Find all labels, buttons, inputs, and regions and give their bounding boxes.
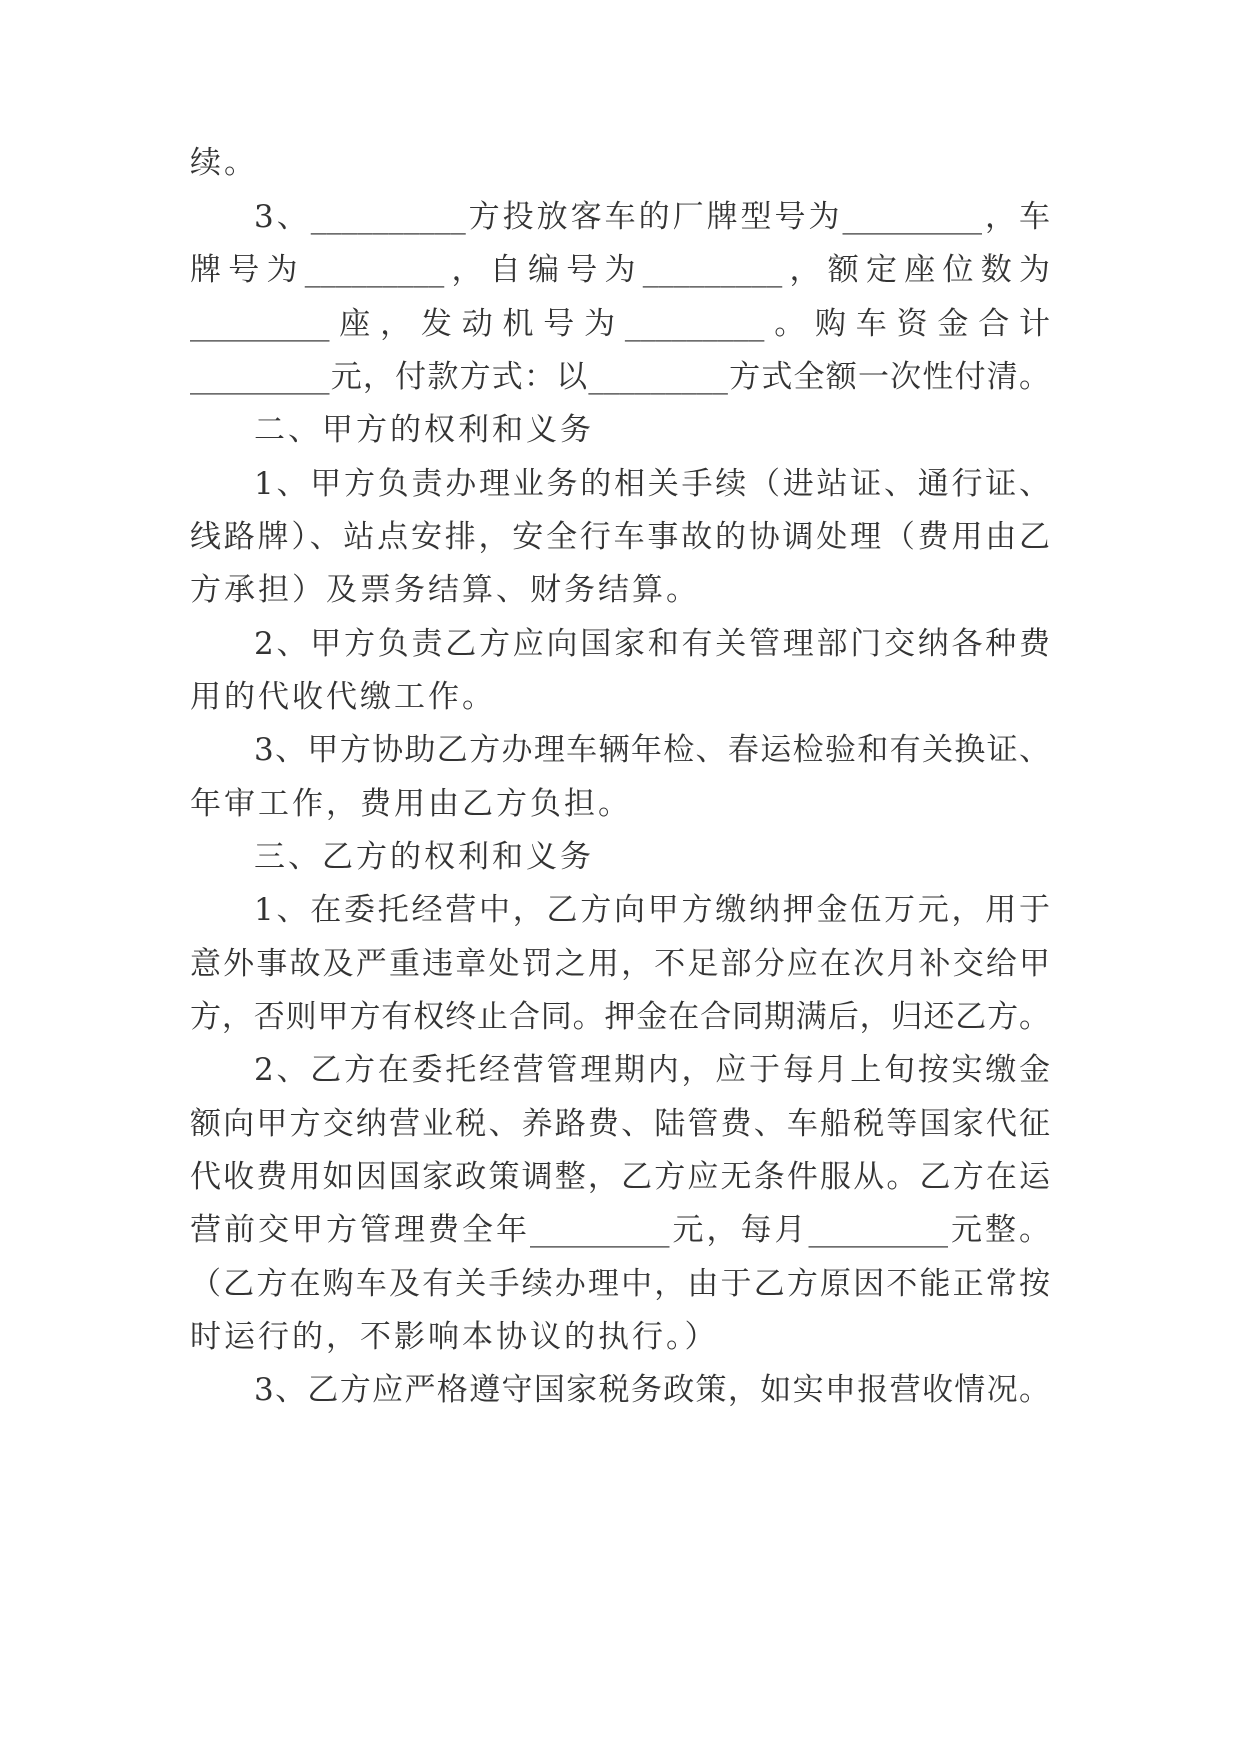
text-line: 3、乙方应严格遵守国家税务政策，如实申报营收情况。 <box>254 1372 1050 1408</box>
text-line: （乙方在购车及有关手续办理中，由于乙方原因不能正常按 <box>190 1266 1050 1302</box>
text-line: 3、甲方协助乙方办理车辆年检、春运检验和有关换证、 <box>254 732 1050 768</box>
text-line: _________座，发动机号为_________。购车资金合计 <box>190 306 1050 342</box>
text-line: 方，否则甲方有权终止合同。押金在合同期满后，归还乙方。 <box>190 999 1050 1035</box>
text-line: 续。 <box>190 145 258 181</box>
text-line: 1、在委托经营中，乙方向甲方缴纳押金伍万元，用于 <box>254 892 1050 928</box>
text-line: 年审工作，费用由乙方负担。 <box>190 786 632 822</box>
section-heading: 二、甲方的权利和义务 <box>254 412 594 448</box>
text-line: 用的代收代缴工作。 <box>190 679 496 715</box>
text-line: 营前交甲方管理费全年_________元，每月_________元整。 <box>190 1212 1050 1248</box>
text-line: 3、__________方投放客车的厂牌型号为_________，车 <box>254 199 1050 235</box>
text-line: 牌号为_________，自编号为_________，额定座位数为 <box>190 252 1050 288</box>
text-line: 代收费用如因国家政策调整，乙方应无条件服从。乙方在运 <box>190 1159 1050 1195</box>
text-line: 意外事故及严重违章处罚之用，不足部分应在次月补交给甲 <box>190 946 1050 982</box>
text-line: 方承担）及票务结算、财务结算。 <box>190 572 700 608</box>
text-line: 额向甲方交纳营业税、养路费、陆管费、车船税等国家代征 <box>190 1106 1050 1142</box>
text-line: 时运行的，不影响本协议的执行。） <box>190 1319 719 1355</box>
text-line: 2、甲方负责乙方应向国家和有关管理部门交纳各种费 <box>254 626 1050 662</box>
text-line: 2、乙方在委托经营管理期内，应于每月上旬按实缴金 <box>254 1052 1050 1088</box>
text-line: 1、甲方负责办理业务的相关手续（进站证、通行证、 <box>254 466 1050 502</box>
section-heading: 三、乙方的权利和义务 <box>254 839 594 875</box>
text-line: 线路牌）、站点安排，安全行车事故的协调处理（费用由乙 <box>190 519 1050 555</box>
text-line: _________元，付款方式：以_________方式全额一次性付清。 <box>190 359 1050 395</box>
